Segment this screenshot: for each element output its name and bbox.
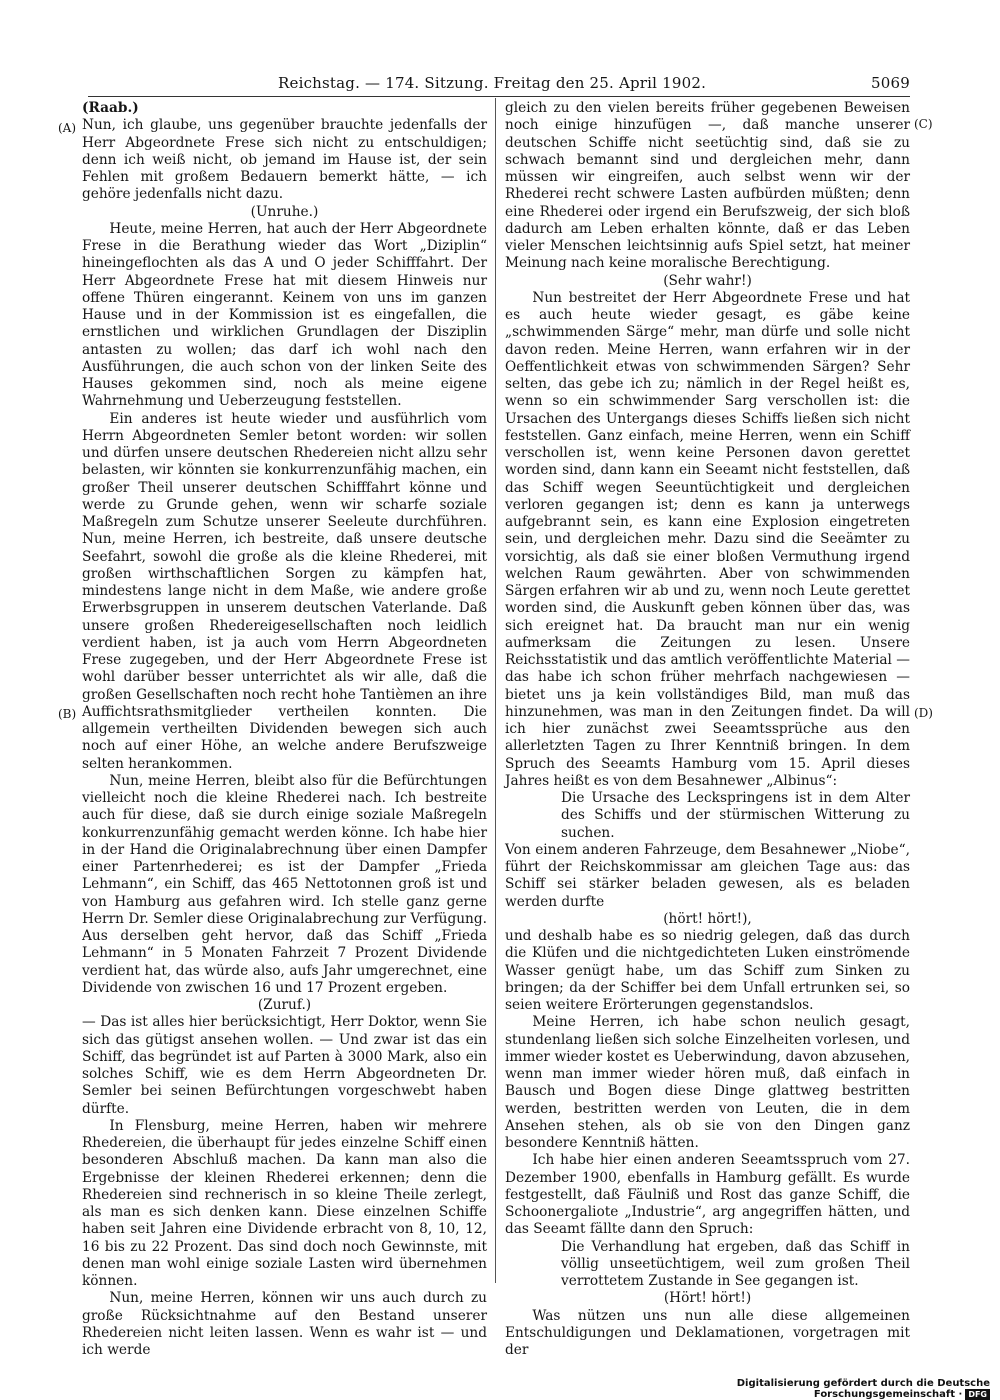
paragraph: In Flensburg, meine Herren, haben wir mehrere Rhedereien, die überhaupt für jedes einzelne Schiff einen besonderen Abschluß machen. Da kann man also die Ergebnisse der kleinen Rhederei erkennen; denn die Rhedereien sind rechnerisch in so kleine Theile zerlegt, als man es sich denken kann. Diese einzelnen Schiffe haben seit Jahren eine Dividende erbracht von 8, 10, 12, 16 bis zu 22 Prozent. Das sind doch noch Gewinnste, mit denen man wohl einige soziale Lasten wird übernehmen können. [82, 1117, 487, 1289]
paragraph: Von einem anderen Fahrzeuge, dem Besahnewer „Niobe“, führt der Reichskommissar am gleichen Tage aus: das Schiff sei stärker beladen gewesen, als es beladen werden durfte [505, 841, 910, 910]
paragraph: und deshalb habe es so niedrig gelegen, daß das durch die Klüfen und die nichtgedichteten Luken einströmende Wasser genügt habe, um das Schiff zum Sinken zu bringen; da der Schiffer bei dem Unfall ertrunken sei, so seien weitere Erörterungen gegenstandslos. [505, 928, 910, 1013]
page-header [88, 70, 910, 97]
dfg-badge: DFG [965, 1389, 990, 1400]
margin-marker-a: (A) [58, 121, 77, 135]
interjection: (Unruhe.) [250, 203, 319, 220]
interjection: (Sehr wahr!) [663, 272, 752, 289]
footer-text: Digitalisierung gefördert durch die Deutsche Forschungsgemeinschaft · [736, 1378, 990, 1400]
paragraph: Nun, meine Herren, können wir uns auch durch zu große Rücksichtnahme auf den Bestand unserer Rhedereien nicht leiten lassen. Wenn es wahr ist — und ich werde [82, 1290, 487, 1358]
paragraph: gleich zu den vielen bereits früher gegebenen Beweisen noch einige hinzufügen —, daß manche unserer deutschen Schiffe nicht seetüchtig sind, daß sie zu schwach bemannt sind und dergleichen mehr, dann müssen wir eingreifen, auch selbst wenn wir der Rhederei recht schwere Lasten aufbürden müßten; denn eine Rhederei oder irgend ein Berufszweig, der sich bloß dadurch am Leben erhalten könnte, daß er das Leben vieler Menschen leichtsinnig aufs Spiel setzt, hat meiner Meinung nach keine moralische Berechtigung. [505, 100, 910, 272]
paragraph: Ich habe hier einen anderen Seeamtsspruch vom 27. Dezember 1900, ebenfalls in Hamburg gefällt. Es wurde festgestellt, daß Fäulniß und Rost das ganze Schiff, die Schoonergaliote „Industrie“, arg angegriffen hätten, und das Seeamt fällte dann den Spruch: [505, 1152, 910, 1238]
right-column [505, 100, 910, 1359]
paragraph: Meine Herren, ich habe schon neulich gesagt, stundenlang ließen sich solche Einzelheiten vorlesen, und immer wieder kostet es Ueberwindung, davon abzusehen, wenn man immer wieder hören muß, daß einfach in Bausch und Bogen diese Dinge glattweg bestritten werden, bestritten werden von Leuten, die in dem Ansehen stehen, als ob sie von den Dingen ganz besondere Kenntniß hätten. [505, 1014, 910, 1151]
paragraph: Nun bestreitet der Herr Abgeordnete Frese und hat es auch heute wieder gesagt, es gäbe keine „schwimmenden Särge“ mehr, man dürfe und solle nicht davon reden. Meine Herren, wann erfahren wir in der Oeffentlichkeit etwas von schwimmenden Särgen? Sehr selten, das gebe ich zu; nämlich in der Regel heißt es, wenn so ein schwimmender Sarg verschollen ist: die Ursachen des Untergangs dieses Schiffs ließen sich nicht feststellen. Ganz einfach, meine Herren, wenn ein Schiff verschollen ist, wenn keine Personen davon gerettet worden sind, dann kann ein Seeamt nicht feststellen, daß das Schiff wegen Seeuntüchtigkeit und dergleichen verloren gegangen ist; denn es kann ja unterwegs aufgebrannt sein, es kann eine Explosion eingetreten sein, und dergleichen mehr. Dazu sind die Seeämter zu vorsichtig, als daß sie einer bloßen Vermuthung irgend welchen Raum gewährten. Aber von schwimmenden Särgen erfahren wir ab und zu, wenn noch Leute gerettet worden sind, die Auskunft geben können über das, was sich ereignet hat. Da braucht man nur ein wenig aufmerksam die Zeitungen zu lesen. Unsere Reichsstatistik und das amtlich veröffentlichte Material — das habe ich schon früher mehrfach nachgewiesen — bietet uns ja kein vollständiges Bild, man muß das hinzunehmen, was man in den Zeitungen findet. Da will ich hier zunächst zwei Seeamtssprüche aus den allerletzten Tagen zu Ihrer Kenntniß bringen. In dem Spruch des Seeamts Hamburg vom 15. April dieses Jahres heißt es von dem Besahnewer „Albinus“: [505, 289, 910, 789]
interjection: (hört! hört!), [663, 910, 752, 927]
paragraph: Nun, meine Herren, bleibt also für die Befürchtungen vielleicht noch die kleine Rhederei nach. Ich bestreite auch für diese, daß sie durch einige soziale Maßregeln konkurrenzunfähig gemacht werden könne. Ich habe hier in der Hand die Originalabrechnung über einen Dampfer einer Partenrhederei; es ist der Dampfer „Frieda Lehmann“, ein Schiff, das 465 Nettotonnen groß ist und von Hamburg aus gefahren wird. Ich stelle ganz gerne Herrn Dr. Semler diese Originalabrechung zur Verfügung. Aus derselben geht hervor, daß das Schiff „Frieda Lehmann“ in 5 Monaten Fahrzeit 7 Prozent Dividende verdient hat, das würde also, aufs Jahr umgerechnet, eine Dividende von zwischen 16 und 17 Prozent ergeben. [82, 772, 487, 996]
running-title: Reichstag. — 174. Sitzung. Freitag den 25. April 1902. [278, 74, 707, 92]
paragraph: Heute, meine Herren, hat auch der Herr Abgeordnete Frese in die Berathung wieder das Wort „Diziplin“ hineingeflochten als das A und O jeder Schifffahrt. Der Herr Abgeordnete Frese hat mit diesem Hinweis nur offene Thüren eingerannt. Keinem von uns im ganzen Hause und in der Kommission ist es eingefallen, die ernstlichen und wirklichen Grundlagen der Disziplin antasten zu wollen; das darf ich wohl nach den Ausführungen, die auch schon von der linken Seite des Hauses gekommen sind, noch als meine eigene Wahrnehmung und Ueberzeugung feststellen. [82, 220, 487, 410]
paragraph: Was nützen uns nun alle diese allgemeinen Entschuldigungen und Deklamationen, vorgetragen mit der [505, 1307, 910, 1358]
margin-marker-b: (B) [58, 707, 77, 721]
paragraph: — Das ist alles hier berücksichtigt, Herr Doktor, wenn Sie sich das gütigst ansehen wollen. — Und zwar ist das ein Schiff, das begründet ist auf Parten à 3000 Mark, also ein solches Schiff, wie es dem Herrn Abgeordneten Dr. Semler bei seinen Befürchtungen vorgeschwebt haben dürfte. [82, 1014, 487, 1117]
quotation: Die Ursache des Leckspringens ist in dem Alter des Schiffs und der stürmischen Witterung zu suchen. [561, 790, 910, 841]
column-divider [495, 98, 496, 1283]
interjection: (Hört! hört!) [663, 1290, 752, 1307]
page-number: 5069 [871, 74, 910, 92]
speaker-name: (Raab.) [82, 100, 139, 116]
interjection: (Zuruf.) [257, 997, 312, 1013]
margin-marker-c: (C) [914, 117, 933, 131]
quotation: Die Verhandlung hat ergeben, daß das Schiff in völlig unseetüchtigem, weil zum großen Theil verrottetem Zustande in See gegangen ist. [561, 1238, 910, 1289]
paragraph: Ein anderes ist heute wieder und ausführlich vom Herrn Abgeordneten Semler betont worden: wir sollen und dürfen unsere deutschen Rhedereien nicht allzu sehr belasten, wir könnten sie konkurrenzunfähig machen, ein großer Theil unserer deutschen Schifffahrt könne und werde zu Grunde gehen, wenn wir scharfe soziale Maßregeln zum Schutze unserer Seeleute durchführen. Nun, meine Herren, ich bestreite, daß unsere deutsche Seefahrt, sowohl die große als die kleine Rhederei, mit großen wirthschaftlichen Sorgen zu kämpfen hat, mindestens lange nicht in dem Maße, wie andere große Erwerbsgruppen in unserem deutschen Vaterlande. Daß unsere großen Rhedereigesellschaften noch leidlich verdient haben, ist ja auch vom Herrn Abgeordneten Frese zugegeben, und der Herr Abgeordnete Frese ist wohl darüber besser unterrichtet als wir alle, daß die großen Gesellschaften noch recht hohe Tantièmen an ihre Auffichtsrathsmitglieder vertheilen konnten. Die allgemein vertheilten Dividenden bewegen sich auch noch auf einer Höhe, an welche andere Berufszweige selten herankommen. [82, 410, 487, 772]
paragraph: Nun, ich glaube, uns gegenüber brauchte jedenfalls der Herr Abgeordnete Frese sich nicht zu entschuldigen; denn ich weiß nicht, ob jemand im Hause ist, der sein Fehlen mit großem Bedauern bemerkt hätte, — ich gehöre jedenfalls nicht dazu. [82, 117, 487, 203]
margin-marker-d: (D) [914, 706, 933, 720]
left-column [82, 100, 487, 1359]
